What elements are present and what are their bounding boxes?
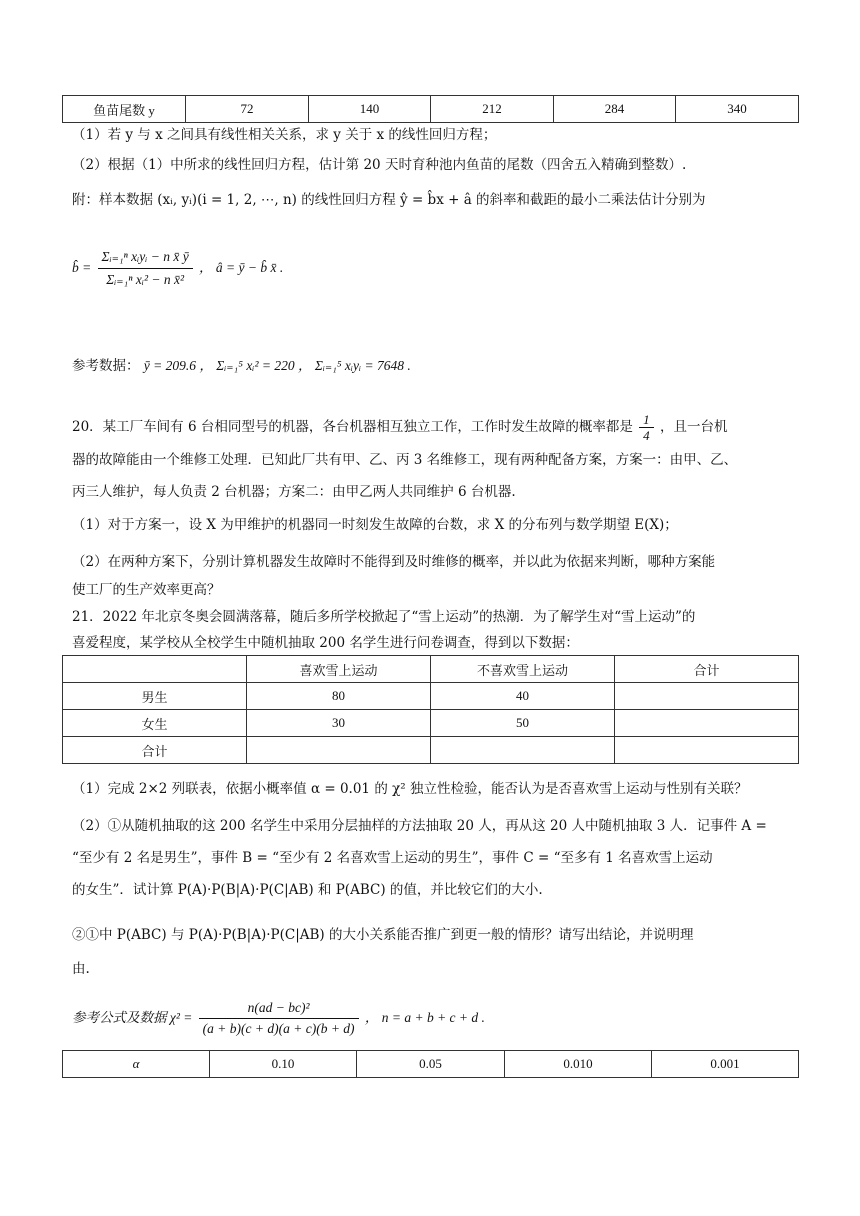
reference-label: 参考数据： (72, 358, 140, 374)
table-row (63, 96, 799, 123)
q19-part1: （1）若 y 与 x 之间具有线性相关关系，求 y 关于 x 的线性回归方程； (72, 127, 497, 143)
formula-a: ， â = ȳ − b̂ x̄ . (199, 260, 284, 275)
table-cell (615, 710, 799, 737)
table-header-cell: 不喜欢雪上运动 (431, 656, 615, 683)
table-cell: 鱼苗尾数 y (63, 96, 186, 123)
table-cell: 合计 (63, 737, 247, 764)
q21-formula (72, 996, 800, 1040)
table-cell: α (63, 1051, 210, 1078)
q19-part2: （2）根据（1）中所求的线性回归方程，估计第 20 天时育种池内鱼苗的尾数（四舍五入精确到整数）. (72, 157, 687, 173)
q20-text-a: 20．某工厂车间有 6 台相同型号的机器，各台机器相互独立工作，工作时发生故障的概率都是 (72, 419, 633, 435)
table-row (63, 1051, 799, 1078)
table-cell (615, 737, 799, 764)
formula-b-left: b̂ = (72, 260, 92, 275)
q21-part2-line2: “至少有 2 名是男生”，事件 B = “至少有 2 名喜欢雪上运动的男生”，事件 C = “至多有 1 名喜欢雪上运动 (72, 850, 713, 866)
table-cell: 284 (554, 96, 676, 123)
table-cell (431, 737, 615, 764)
q21-line2: 喜爱程度，某学校从全校学生中随机抽取 200 名学生进行问卷调查，得到以下数据： (72, 635, 579, 651)
q19-formula-b (72, 236, 800, 300)
table-cell: 80 (247, 683, 431, 710)
table-cell: 0.010 (505, 1051, 652, 1078)
fish-count-table (62, 95, 799, 123)
q20-line2: 器的故障能由一个维修工处理．已知此厂共有甲、乙、丙 3 名维修工，现有两种配备方案，方案一：由甲、乙、 (72, 452, 738, 468)
table-cell (247, 737, 431, 764)
table-header-row (63, 656, 799, 683)
q21-part2-line3: 的女生”．试计算 P(A)·P(B|A)·P(C|AB) 和 P(ABC) 的值，并比较它们的大小. (72, 882, 543, 898)
chi-square-fraction (199, 998, 359, 1039)
q19-note: 附：样本数据 (xᵢ, yᵢ)(i = 1, 2, ⋯, n) 的线性回归方程 ŷ = b̂x + â 的斜率和截距的最小二乘法估计分别为 (72, 192, 706, 208)
table-row (63, 683, 799, 710)
table-cell: 30 (247, 710, 431, 737)
q21-line1: 21．2022 年北京冬奥会圆满落幕，随后多所学校掀起了“雪上运动”的热潮．为了解学生对“雪上运动”的 (72, 609, 696, 625)
q21-part3-line2: 由. (72, 961, 90, 977)
q20-line4: （1）对于方案一，设 X 为甲维护的机器同一时刻发生故障的台数，求 X 的分布列与数学期望 E(X)； (72, 517, 678, 533)
contingency-table (62, 655, 799, 764)
table-cell: 50 (431, 710, 615, 737)
table-cell (615, 683, 799, 710)
q20-line1 (72, 412, 800, 442)
q20-line3: 丙三人维护，每人负责 2 台机器；方案二：由甲乙两人共同维护 6 台机器. (72, 484, 516, 500)
table-cell: 0.001 (652, 1051, 799, 1078)
q20-line5: （2）在两种方案下，分别计算机器发生故障时不能得到及时维修的概率，并以此为依据来判断，哪种方案能 (72, 554, 716, 570)
table-cell: 男生 (63, 683, 247, 710)
q21-part3-line1: ②①中 P(ABC) 与 P(A)·P(B|A)·P(C|AB) 的大小关系能否推广到更一般的情形？请写出结论，并说明理 (72, 927, 694, 943)
chi-square-denominator: (a + b)(c + d)(a + c)(b + d) (202, 1021, 355, 1036)
q20-text-b: ，且一台机 (659, 419, 728, 435)
table-row (63, 737, 799, 764)
table-cell: 0.10 (210, 1051, 357, 1078)
q21-part1: （1）完成 2×2 列联表，依据小概率值 α = 0.01 的 χ² 独立性检验，能否认为是否喜欢雪上运动与性别有关联？ (72, 781, 748, 797)
q19-reference (72, 356, 800, 376)
alpha-table (62, 1050, 799, 1078)
table-cell: 女生 (63, 710, 247, 737)
formula-b-fraction (98, 246, 193, 291)
table-row (63, 710, 799, 737)
table-cell: 0.05 (357, 1051, 505, 1078)
formula-tail: ， n = a + b + c + d . (364, 1010, 485, 1025)
table-cell: 40 (431, 683, 615, 710)
formula-b-denominator: Σᵢ₌₁ⁿ xᵢ² − n x̄² (106, 272, 185, 287)
table-cell: 72 (186, 96, 309, 123)
formula-label: 参考公式及数据 χ² = (72, 1010, 193, 1025)
fraction-numerator: 1 (639, 412, 654, 428)
q21-part2-line1: （2）①从随机抽取的这 200 名学生中采用分层抽样的方法抽取 20 人，再从这 20 人中随机抽取 3 人．记事件 A = (72, 818, 767, 834)
chi-square-numerator: n(ad − bc)² (199, 998, 359, 1019)
table-cell: 212 (431, 96, 554, 123)
table-header-cell: 喜欢雪上运动 (247, 656, 431, 683)
q20-line6: 使工厂的生产效率更高？ (72, 582, 221, 598)
formula-b-numerator: Σᵢ₌₁ⁿ xᵢyᵢ − n x̄ ȳ (98, 246, 193, 269)
table-header-cell: 合计 (615, 656, 799, 683)
reference-values: ȳ = 209.6 ， Σᵢ₌₁⁵ xᵢ² = 220 ， Σᵢ₌₁⁵ xᵢyᵢ = 7648 . (143, 358, 411, 373)
table-cell: 340 (676, 96, 799, 123)
table-cell: 140 (309, 96, 431, 123)
table-header-cell (63, 656, 247, 683)
probability-fraction (639, 412, 654, 443)
fraction-denominator: 4 (643, 428, 650, 443)
